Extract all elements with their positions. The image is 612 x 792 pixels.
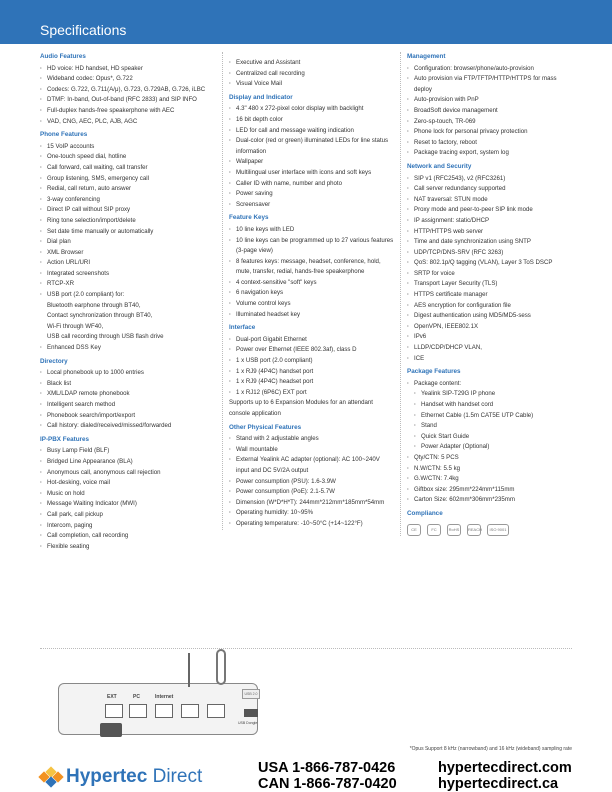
audio-features-title: Audio Features [40, 53, 86, 60]
list-item: · Black list [40, 379, 210, 390]
physical-title: Other Physical Features [229, 423, 302, 431]
port-label: EXT [107, 694, 117, 700]
list-item: · 16 bit depth color [229, 115, 394, 126]
rohs-mark-icon: RoHS [447, 524, 461, 536]
list-item: · One-touch speed dial, hotline [40, 152, 210, 163]
list-item: · Call forward, call waiting, call transfer [40, 163, 210, 174]
list-item: · G.W/CTN: 7.4kg [407, 474, 572, 485]
header-bar [0, 0, 612, 44]
list-item: · IP assignment: static/DHCP [407, 216, 572, 227]
list-item: · Reset to factory, reboot [407, 138, 572, 149]
package-content-list [407, 389, 572, 453]
list-item: Wi-Fi through WF40, [47, 322, 104, 330]
list-item: · Giftbox size: 295mm*224mm*115mm [407, 485, 572, 496]
list-item: · XML/LDAP remote phonebook [40, 389, 210, 400]
management-title: Management [407, 53, 446, 60]
port-label: PC [133, 694, 140, 700]
list-item: · Power consumption (PSU): 1.6-3.9W [229, 477, 394, 488]
list-item: · Qty/CTN: 5 PCS [407, 453, 572, 464]
list-item: · Enhanced DSS Key [40, 343, 210, 354]
list-item: · Message Waiting Indicator (MWI) [40, 499, 210, 510]
list-item: · Phonebook search/import/export [40, 411, 210, 422]
list-item: · Time and date synchronization using SNTP [407, 237, 572, 248]
network-security-title: Network and Security [407, 162, 472, 170]
list-item: · Carton Size: 602mm*306mm*235mm [407, 495, 572, 506]
list-item: · Power saving [229, 189, 394, 200]
website-ca-link[interactable]: hypertecdirect.ca [438, 776, 559, 792]
list-item: · Set date time manually or automatically [40, 227, 210, 238]
headset-port-icon [207, 704, 225, 718]
list-item: · Quick Start Guide [414, 432, 572, 443]
list-item: · Ethernet Cable (1.5m CAT5E UTP Cable) [414, 411, 572, 422]
list-item: · IPv6 [407, 332, 572, 343]
list-item: · Anonymous call, anonymous call rejection [40, 468, 210, 479]
list-item: · ICE [407, 354, 572, 365]
list-item: · 4 context-sensitive "soft" keys [229, 278, 394, 289]
list-item: · Bridged Line Appearance (BLA) [40, 457, 210, 468]
column-2 [222, 52, 394, 530]
hypertec-logo [40, 766, 202, 788]
list-item: · HTTPS certificate manager [407, 290, 572, 301]
physical-list [229, 434, 394, 529]
list-item: Contact synchronization through BT40, [47, 312, 153, 320]
list-item: · BroadSoft device management [407, 106, 572, 117]
website-com-link[interactable]: hypertecdirect.com [438, 760, 572, 776]
list-item: · DTMF: In-band, Out-of-band (RFC 2833) and SIP INFO [40, 95, 210, 106]
list-item: · 3-way conferencing [40, 195, 210, 206]
footer [0, 756, 612, 792]
package-specs-list [407, 453, 572, 506]
list-item: · UDP/TCP/DNS-SRV (RFC 3263) [407, 248, 572, 259]
ce-mark-icon: CE [407, 524, 421, 536]
list-item: USB call recording through USB flash drive [47, 333, 164, 341]
compliance-title: Compliance [407, 509, 443, 517]
list-item: · AES encryption for configuration file [407, 301, 572, 312]
package-list [407, 379, 572, 390]
iso-mark-icon: ISO 9001 [487, 524, 509, 536]
opus-footnote: *Opus Support 8 kHz (narrowband) and 16 kHz (wideband) sampling rate [409, 746, 572, 752]
list-item: · Caller ID with name, number and photo [229, 179, 394, 190]
list-item: · Power over Ethernet (IEEE 802.3af), class D [229, 345, 394, 356]
list-item: · Dual-port Gigabit Ethernet [229, 335, 394, 346]
compliance-marks [407, 524, 572, 536]
list-item: · Flexible seating [40, 542, 210, 553]
ext-port-icon [105, 704, 123, 718]
list-item: · Ring tone selection/import/delete [40, 216, 210, 227]
directory-list [40, 368, 210, 432]
fcc-mark-icon: FC [427, 524, 441, 536]
internet-port-icon [155, 704, 173, 718]
phone-numbers [258, 760, 397, 792]
management-list [407, 64, 572, 159]
list-item: · 6 navigation keys [229, 288, 394, 299]
list-item: · Package content: [407, 379, 572, 390]
list-item: · Operating temperature: -10~50°C (+14~122°F) [229, 519, 394, 530]
top-features-list [229, 58, 394, 90]
list-item: · Auto-provision with PnP [407, 95, 572, 106]
list-item: · Proxy mode and peer-to-peer SIP link mode [407, 205, 572, 216]
list-item: · Dial plan [40, 237, 210, 248]
list-item: · Auto provision via FTP/TFTP/HTTP/HTTPS for mass deploy [407, 74, 572, 95]
list-item: · SIP v1 (RFC2543), v2 (RFC3261) [407, 174, 572, 185]
list-item: · Hot-desking, voice mail [40, 478, 210, 489]
list-item: · Centralized call recording [229, 69, 394, 80]
list-item: · Intercom, paging [40, 521, 210, 532]
list-item: · Phone lock for personal privacy protection [407, 127, 572, 138]
list-item: · Integrated screenshots [40, 269, 210, 280]
list-item: · Call completion, call recording [40, 531, 210, 542]
list-item: · 1 x RJ9 (4P4C) headset port [229, 377, 394, 388]
ip-pbx-list [40, 446, 210, 552]
display-title: Display and Indicator [229, 93, 293, 101]
list-item: · 1 x RJ9 (4P4C) handset port [229, 367, 394, 378]
interface-title: Interface [229, 324, 256, 332]
directory-title: Directory [40, 357, 68, 365]
list-item: · Package tracing export, system log [407, 148, 572, 159]
list-item: · 10 line keys can be programmed up to 27 various features (3-page view) [229, 236, 394, 257]
usb-dongle-label: USB Dongle [238, 721, 258, 725]
list-item: · Wideband codec: Opus*, G.722 [40, 74, 210, 85]
list-item: · N.W/CTN: 5.5 kg [407, 464, 572, 475]
list-item: · Multilingual user interface with icons and soft keys [229, 168, 394, 179]
list-item: · Codecs: G.722, G.711(A/μ), G.723, G.729AB, G.726, iLBC [40, 85, 210, 96]
list-item: · Volume control keys [229, 299, 394, 310]
package-title: Package Features [407, 368, 461, 376]
list-item: · Transport Layer Security (TLS) [407, 279, 572, 290]
list-item: · 15 VoIP accounts [40, 142, 210, 153]
list-item: · Zero-sp-touch, TR-069 [407, 117, 572, 128]
list-item: · Redial, call return, auto answer [40, 184, 210, 195]
list-item: · Call history: dialed/received/missed/forwarded [40, 421, 210, 432]
list-item: · USB port (2.0 compliant) for: [40, 290, 210, 301]
list-item: · VAD, CNG, AEC, PLC, AJB, AGC [40, 117, 210, 128]
interface-note: Supports up to 6 Expansion Modules for an attendant console application [229, 399, 373, 417]
interface-list [229, 335, 394, 399]
phone-features-title: Phone Features [40, 131, 88, 139]
usb-dongle-image [236, 679, 296, 729]
list-item: · HD voice: HD handset, HD speaker [40, 64, 210, 75]
network-security-list [407, 174, 572, 365]
list-item: · RTCP-XR [40, 279, 210, 290]
cable-icon [188, 653, 190, 687]
list-item: · Intelligent search method [40, 400, 210, 411]
column-3 [400, 52, 572, 536]
list-item: · 1 x USB port (2.0 compliant) [229, 356, 394, 367]
list-item: · OpenVPN, IEEE802.1X [407, 322, 572, 333]
list-item: · SRTP for voice [407, 269, 572, 280]
power-adapter-icon [100, 723, 122, 737]
list-item: · Dimension (W*D*H*T): 244mm*212mm*185mm*54mm [229, 498, 394, 509]
list-item: · 8 features keys: message, headset, conference, hold, mute, transfer, redial, hands-free speakerphone [229, 257, 394, 278]
list-item: · LED for call and message waiting indication [229, 126, 394, 137]
list-item: · Dual-color (red or green) illuminated LEDs for line status information [229, 136, 394, 157]
list-item: · Group listening, SMS, emergency call [40, 174, 210, 185]
list-item: · Action URL/URI [40, 258, 210, 269]
list-item: · 4.3" 480 x 272-pixel color display with backlight [229, 104, 394, 115]
list-item: · 1 x RJ12 (6P6C) EXT port [229, 388, 394, 399]
list-item: · Handset with handset cord [414, 400, 572, 411]
list-item: · Operating humidity: 10~95% [229, 508, 394, 519]
logo-wordmark: Hypertec Direct [66, 766, 203, 787]
list-item: · Executive and Assistant [229, 58, 394, 69]
list-item: · QoS: 802.1p/Q tagging (VLAN), Layer 3 ToS DSCP [407, 258, 572, 269]
list-item: · 10 line keys with LED [229, 225, 394, 236]
list-item: · Music on hold [40, 489, 210, 500]
reach-mark-icon: REACH [467, 524, 481, 536]
column-1 [40, 52, 210, 552]
list-item: · Visual Voice Mail [229, 79, 394, 90]
phone-back-panel-image [58, 683, 258, 735]
list-item: · Full-duplex hands-free speakerphone with AEC [40, 106, 210, 117]
list-item: · Stand with 2 adjustable angles [229, 434, 394, 445]
usb-dongle-icon [244, 709, 258, 717]
list-item: · Illuminated headset key [229, 310, 394, 321]
audio-features-list [40, 64, 210, 128]
list-item: · XML Browser [40, 248, 210, 259]
list-item: · External Yealink AC adapter (optional): AC 100~240V input and DC 5V/2A output [229, 455, 394, 476]
handset-icon [216, 649, 226, 685]
list-item: · NAT traversal: STUN mode [407, 195, 572, 206]
list-item: · Call server redundancy supported [407, 184, 572, 195]
list-item: · Power consumption (PoE): 2.1-5.7W [229, 487, 394, 498]
handset-port-icon [181, 704, 199, 718]
phone-features-list [40, 142, 210, 354]
website-links [438, 760, 572, 792]
usb-port-icon: USB 2.0 [242, 689, 260, 699]
usb-sub-list [40, 301, 210, 343]
canada-phone: CAN 1-866-787-0420 [258, 776, 397, 792]
hypertec-logo-icon [40, 768, 62, 786]
pc-port-icon [129, 704, 147, 718]
page-title: Specifications [40, 22, 127, 38]
list-item: Bluetooth earphone through BT40, [47, 301, 141, 309]
display-list [229, 104, 394, 210]
usa-phone: USA 1-866-787-0426 [258, 760, 396, 776]
list-item: · Yealink SIP-T29G IP phone [414, 389, 572, 400]
feature-keys-title: Feature Keys [229, 214, 269, 222]
list-item: · Screensaver [229, 200, 394, 211]
list-item: · LLDP/CDP/DHCP VLAN, [407, 343, 572, 354]
list-item: · Stand [414, 421, 572, 432]
list-item: · Configuration: browser/phone/auto-provision [407, 64, 572, 75]
list-item: · Wallpaper [229, 157, 394, 168]
product-images [40, 648, 572, 740]
feature-keys-list [229, 225, 394, 320]
list-item: · Busy Lamp Field (BLF) [40, 446, 210, 457]
list-item: · Call park, call pickup [40, 510, 210, 521]
port-label: Internet [155, 694, 174, 700]
list-item: · Local phonebook up to 1000 entries [40, 368, 210, 379]
list-item: · Wall mountable [229, 445, 394, 456]
list-item: · Power Adapter (Optional) [414, 442, 572, 453]
list-item: · HTTP/HTTPS web server [407, 227, 572, 238]
ip-pbx-title: IP-PBX Features [40, 435, 89, 443]
list-item: · Direct IP call without SIP proxy [40, 205, 210, 216]
list-item: · Digest authentication using MD5/MD5-sess [407, 311, 572, 322]
